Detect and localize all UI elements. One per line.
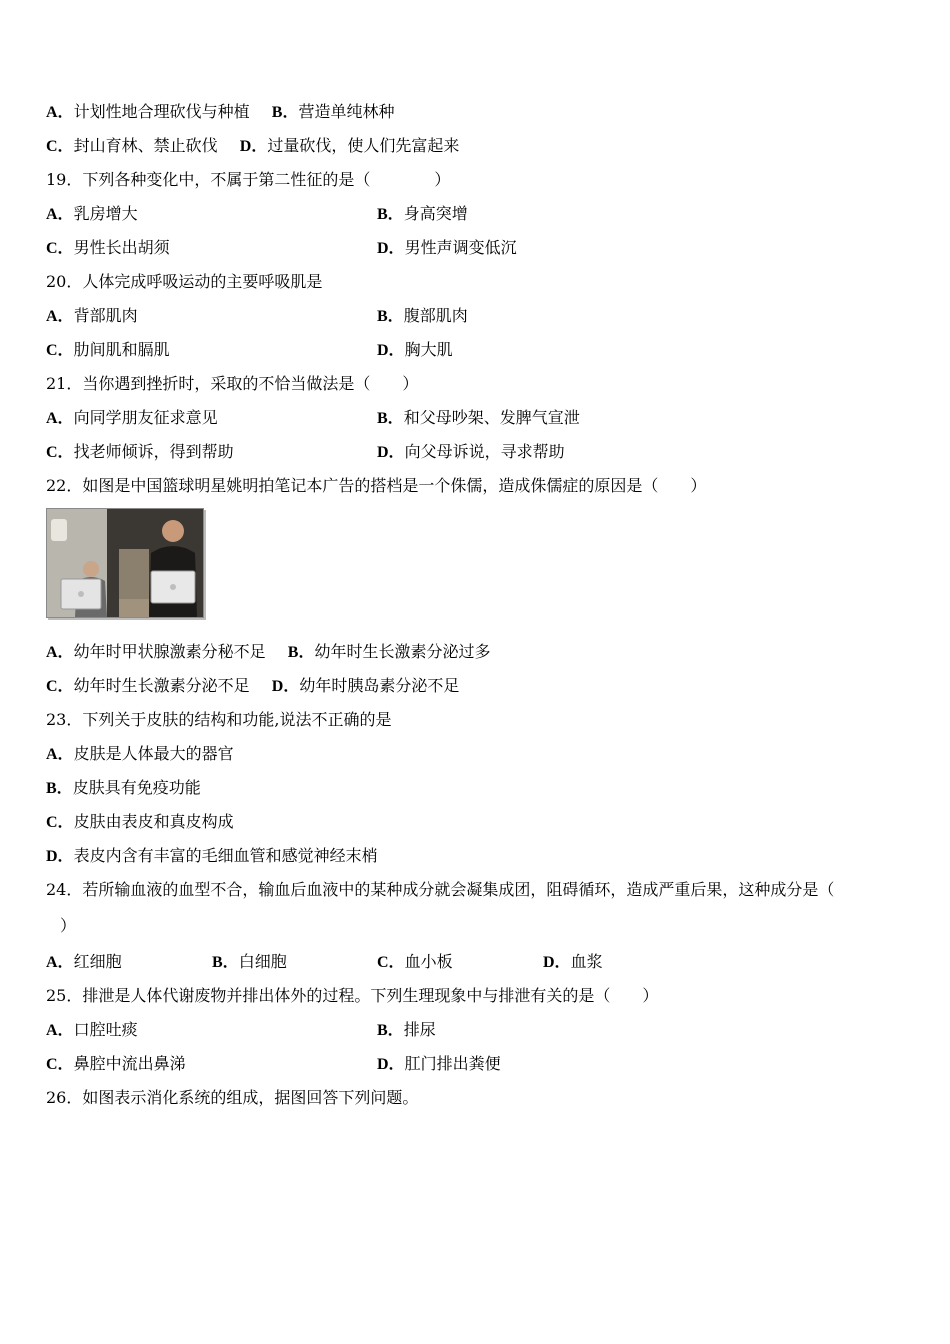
q22-stem: 22．如图是中国篮球明星姚明拍笔记本广告的搭档是一个侏儒，造成侏儒症的原因是（ ）	[46, 476, 707, 495]
q20-option-c-label: C．	[46, 342, 74, 359]
q22-option-b: 幼年时生长激素分泌过多	[314, 642, 491, 661]
q24-option-a-wrap	[46, 950, 122, 974]
q22-photo	[46, 508, 204, 618]
q18-option-a-label: A．	[46, 104, 74, 121]
q19-option-a-label: A．	[46, 206, 74, 223]
q19-option-b-label: B．	[377, 206, 404, 223]
q19-option-c: 男性长出胡须	[73, 238, 170, 257]
q20-option-c: 肋间肌和膈肌	[73, 340, 170, 359]
q21-option-c: 找老师倾诉，得到帮助	[73, 442, 234, 461]
q26-stem: 26．如图表示消化系统的组成，据图回答下列问题。	[46, 1088, 419, 1107]
q22-option-c: 幼年时生长激素分泌不足	[73, 676, 250, 695]
q23-option-a-label: A．	[46, 746, 74, 763]
q21-option-d: 向父母诉说，寻求帮助	[404, 442, 565, 461]
q21-option-b-label: B．	[377, 410, 404, 427]
q19-option-d-wrap	[377, 236, 517, 260]
q20-option-b-label: B．	[377, 308, 404, 325]
q25-option-a: 口腔吐痰	[73, 1020, 138, 1039]
q20-option-d: 胸大肌	[404, 340, 453, 359]
q18-option-d-label: D．	[239, 138, 268, 155]
q19-option-b-wrap	[377, 202, 468, 226]
q23-option-d-wrap	[46, 844, 378, 868]
q22-option-a: 幼年时甲状腺激素分秘不足	[73, 642, 266, 661]
q25-option-b: 排尿	[403, 1020, 436, 1039]
photo-window	[51, 519, 67, 541]
q21-option-c-wrap	[46, 440, 234, 464]
q25-option-a-label: A．	[46, 1022, 74, 1039]
q25-stem: 25．排泄是人体代谢废物并排出体外的过程。下列生理现象中与排泄有关的是（ ）	[46, 986, 659, 1005]
q22-options-row-1	[46, 640, 490, 664]
q20-stem: 20．人体完成呼吸运动的主要呼吸肌是	[46, 272, 323, 291]
q20-option-d-wrap	[377, 338, 453, 362]
q23-option-b-wrap	[46, 776, 201, 800]
q24-option-d-wrap	[543, 950, 603, 974]
q24-option-b-label: B．	[212, 954, 239, 971]
q24-option-c: 血小板	[404, 952, 453, 971]
q23-option-d-label: D．	[46, 848, 74, 865]
q24-option-c-label: C．	[377, 954, 405, 971]
q18-options-row-2	[46, 134, 459, 158]
q25-option-c-wrap	[46, 1052, 186, 1076]
q19-option-b: 身高突增	[403, 204, 468, 223]
q23-option-c-wrap	[46, 810, 234, 834]
q25-option-d-label: D．	[377, 1056, 405, 1073]
q21-option-d-wrap	[377, 440, 565, 464]
photo-box-stack	[119, 599, 149, 617]
q18-option-c: 封山育林、禁止砍伐	[73, 136, 218, 155]
q21-option-d-label: D．	[377, 444, 405, 461]
q19-option-a: 乳房增大	[73, 204, 138, 223]
photo-laptop-left-logo	[78, 591, 84, 597]
photo-shelf	[119, 549, 149, 599]
q20-option-b-wrap	[377, 304, 468, 328]
q25-option-a-wrap	[46, 1018, 138, 1042]
q20-option-a-label: A．	[46, 308, 74, 325]
q18-option-c-label: C．	[46, 138, 74, 155]
q22-option-d: 幼年时胰岛素分泌不足	[299, 676, 460, 695]
q24-stem-line-1: 24．若所输血液的血型不合，输血后血液中的某种成分就会凝集成团，阻碍循环，造成严重后果，这种成分是（	[46, 880, 835, 899]
q22-option-b-label: B．	[287, 644, 315, 661]
q20-option-d-label: D．	[377, 342, 405, 359]
q24-option-b: 白细胞	[238, 952, 287, 971]
q23-option-c: 皮肤由表皮和真皮构成	[73, 812, 234, 831]
q22-option-d-label: D．	[271, 678, 300, 695]
q19-option-d-label: D．	[377, 240, 405, 257]
q19-stem: 19．下列各种变化中，不属于第二性征的是（ ）	[46, 170, 451, 189]
photo-short-man-head	[83, 561, 99, 577]
q24-option-c-wrap	[377, 950, 453, 974]
q25-option-d-wrap	[377, 1052, 501, 1076]
q22-option-a-label: A．	[46, 644, 74, 661]
q23-option-c-label: C．	[46, 814, 74, 831]
q25-option-c: 鼻腔中流出鼻涕	[73, 1054, 186, 1073]
q21-option-b-wrap	[377, 406, 580, 430]
q21-option-a-label: A．	[46, 410, 74, 427]
q25-option-c-label: C．	[46, 1056, 74, 1073]
q18-option-a: 计划性地合理砍伐与种植	[73, 102, 250, 121]
q18-options-row-1	[46, 100, 394, 124]
q18-option-d: 过量砍伐，使人们先富起来	[267, 136, 460, 155]
q24-option-d-label: D．	[543, 954, 571, 971]
q19-options-row-1	[46, 202, 138, 226]
q23-option-b-label: B．	[46, 780, 73, 797]
q20-option-b: 腹部肌肉	[403, 306, 468, 325]
q19-option-c-label: C．	[46, 240, 74, 257]
q23-option-b: 皮肤具有免疫功能	[72, 778, 201, 797]
q24-option-a: 红细胞	[73, 952, 122, 971]
q23-option-a: 皮肤是人体最大的器官	[73, 744, 234, 763]
q23-option-d: 表皮内含有丰富的毛细血管和感觉神经末梢	[73, 846, 378, 865]
q25-option-b-wrap	[377, 1018, 436, 1042]
q25-option-d: 肛门排出粪便	[404, 1054, 501, 1073]
q18-option-b-label: B．	[271, 104, 299, 121]
q19-option-d: 男性声调变低沉	[404, 238, 517, 257]
q23-option-a-wrap	[46, 742, 234, 766]
q23-stem: 23．下列关于皮肤的结构和功能,说法不正确的是	[46, 710, 392, 729]
q20-option-c-wrap	[46, 338, 170, 362]
q22-option-c-label: C．	[46, 678, 74, 695]
q18-option-b: 营造单纯林种	[298, 102, 395, 121]
q22-photo-illustration	[47, 509, 203, 617]
q24-option-b-wrap	[212, 950, 287, 974]
q20-option-a: 背部肌肉	[73, 306, 138, 325]
q24-option-d: 血浆	[570, 952, 603, 971]
q24-option-a-label: A．	[46, 954, 74, 971]
q21-option-c-label: C．	[46, 444, 74, 461]
photo-laptop-right-logo	[170, 584, 176, 590]
q24-stem-line-2: ）	[60, 916, 77, 935]
q20-option-a-wrap	[46, 304, 138, 328]
q19-options-row-2	[46, 236, 170, 260]
q21-option-a-wrap	[46, 406, 218, 430]
q21-option-b: 和父母吵架、发脾气宣泄	[403, 408, 580, 427]
q25-option-b-label: B．	[377, 1022, 404, 1039]
q22-options-row-2	[46, 674, 459, 698]
q21-option-a: 向同学朋友征求意见	[73, 408, 218, 427]
q21-stem: 21．当你遇到挫折时，采取的不恰当做法是（ ）	[46, 374, 419, 393]
photo-tall-man-head	[162, 520, 184, 542]
